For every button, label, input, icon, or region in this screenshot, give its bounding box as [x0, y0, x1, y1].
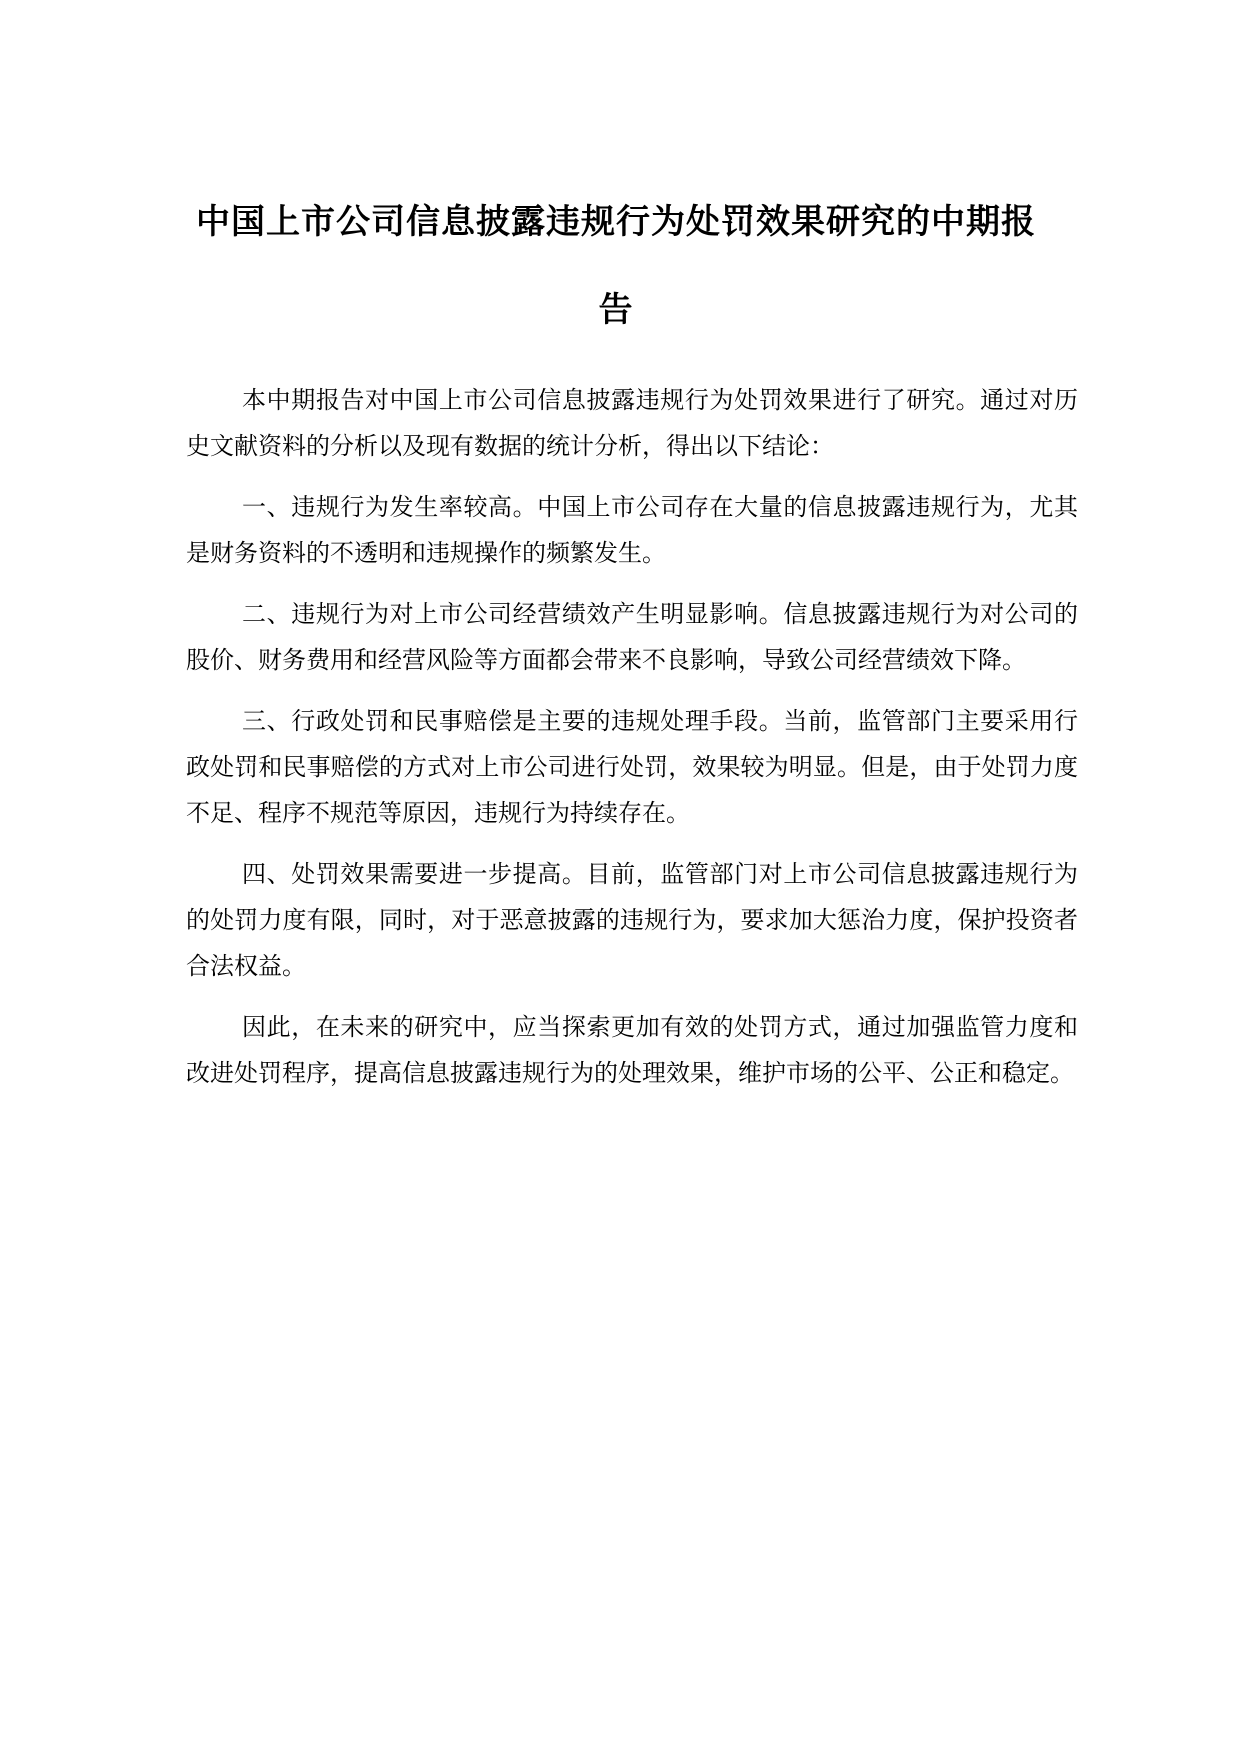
paragraph-conclusion-2: 二、违规行为对上市公司经营绩效产生明显影响。信息披露违规行为对公司的股价、财务费用和经营风险等方面都会带来不良影响，导致公司经营绩效下降。: [186, 600, 1078, 674]
document-title: 中国上市公司信息披露违规行为处罚效果研究的中期报告: [196, 202, 1036, 330]
paragraph-conclusion-1: 一、违规行为发生率较高。中国上市公司存在大量的信息披露违规行为，尤其是财务资料的不透明和违规操作的频繁发生。: [186, 493, 1078, 567]
document-body: [186, 377, 1078, 1111]
paragraph-intro: 本中期报告对中国上市公司信息披露违规行为处罚效果进行了研究。通过对历史文献资料的分析以及现有数据的统计分析，得出以下结论：: [186, 386, 1078, 460]
paragraph-conclusion-4: 四、处罚效果需要进一步提高。目前，监管部门对上市公司信息披露违规行为的处罚力度有限，同时，对于恶意披露的违规行为，要求加大惩治力度，保护投资者合法权益。: [186, 860, 1078, 980]
paragraph-summary: 因此，在未来的研究中，应当探索更加有效的处罚方式，通过加强监管力度和改进处罚程序，提高信息披露违规行为的处理效果，维护市场的公平、公正和稳定。: [186, 1013, 1078, 1087]
paragraph-conclusion-3: 三、行政处罚和民事赔偿是主要的违规处理手段。当前，监管部门主要采用行政处罚和民事赔偿的方式对上市公司进行处罚，效果较为明显。但是，由于处罚力度不足、程序不规范等原因，违规行为持续存在。: [186, 707, 1078, 827]
